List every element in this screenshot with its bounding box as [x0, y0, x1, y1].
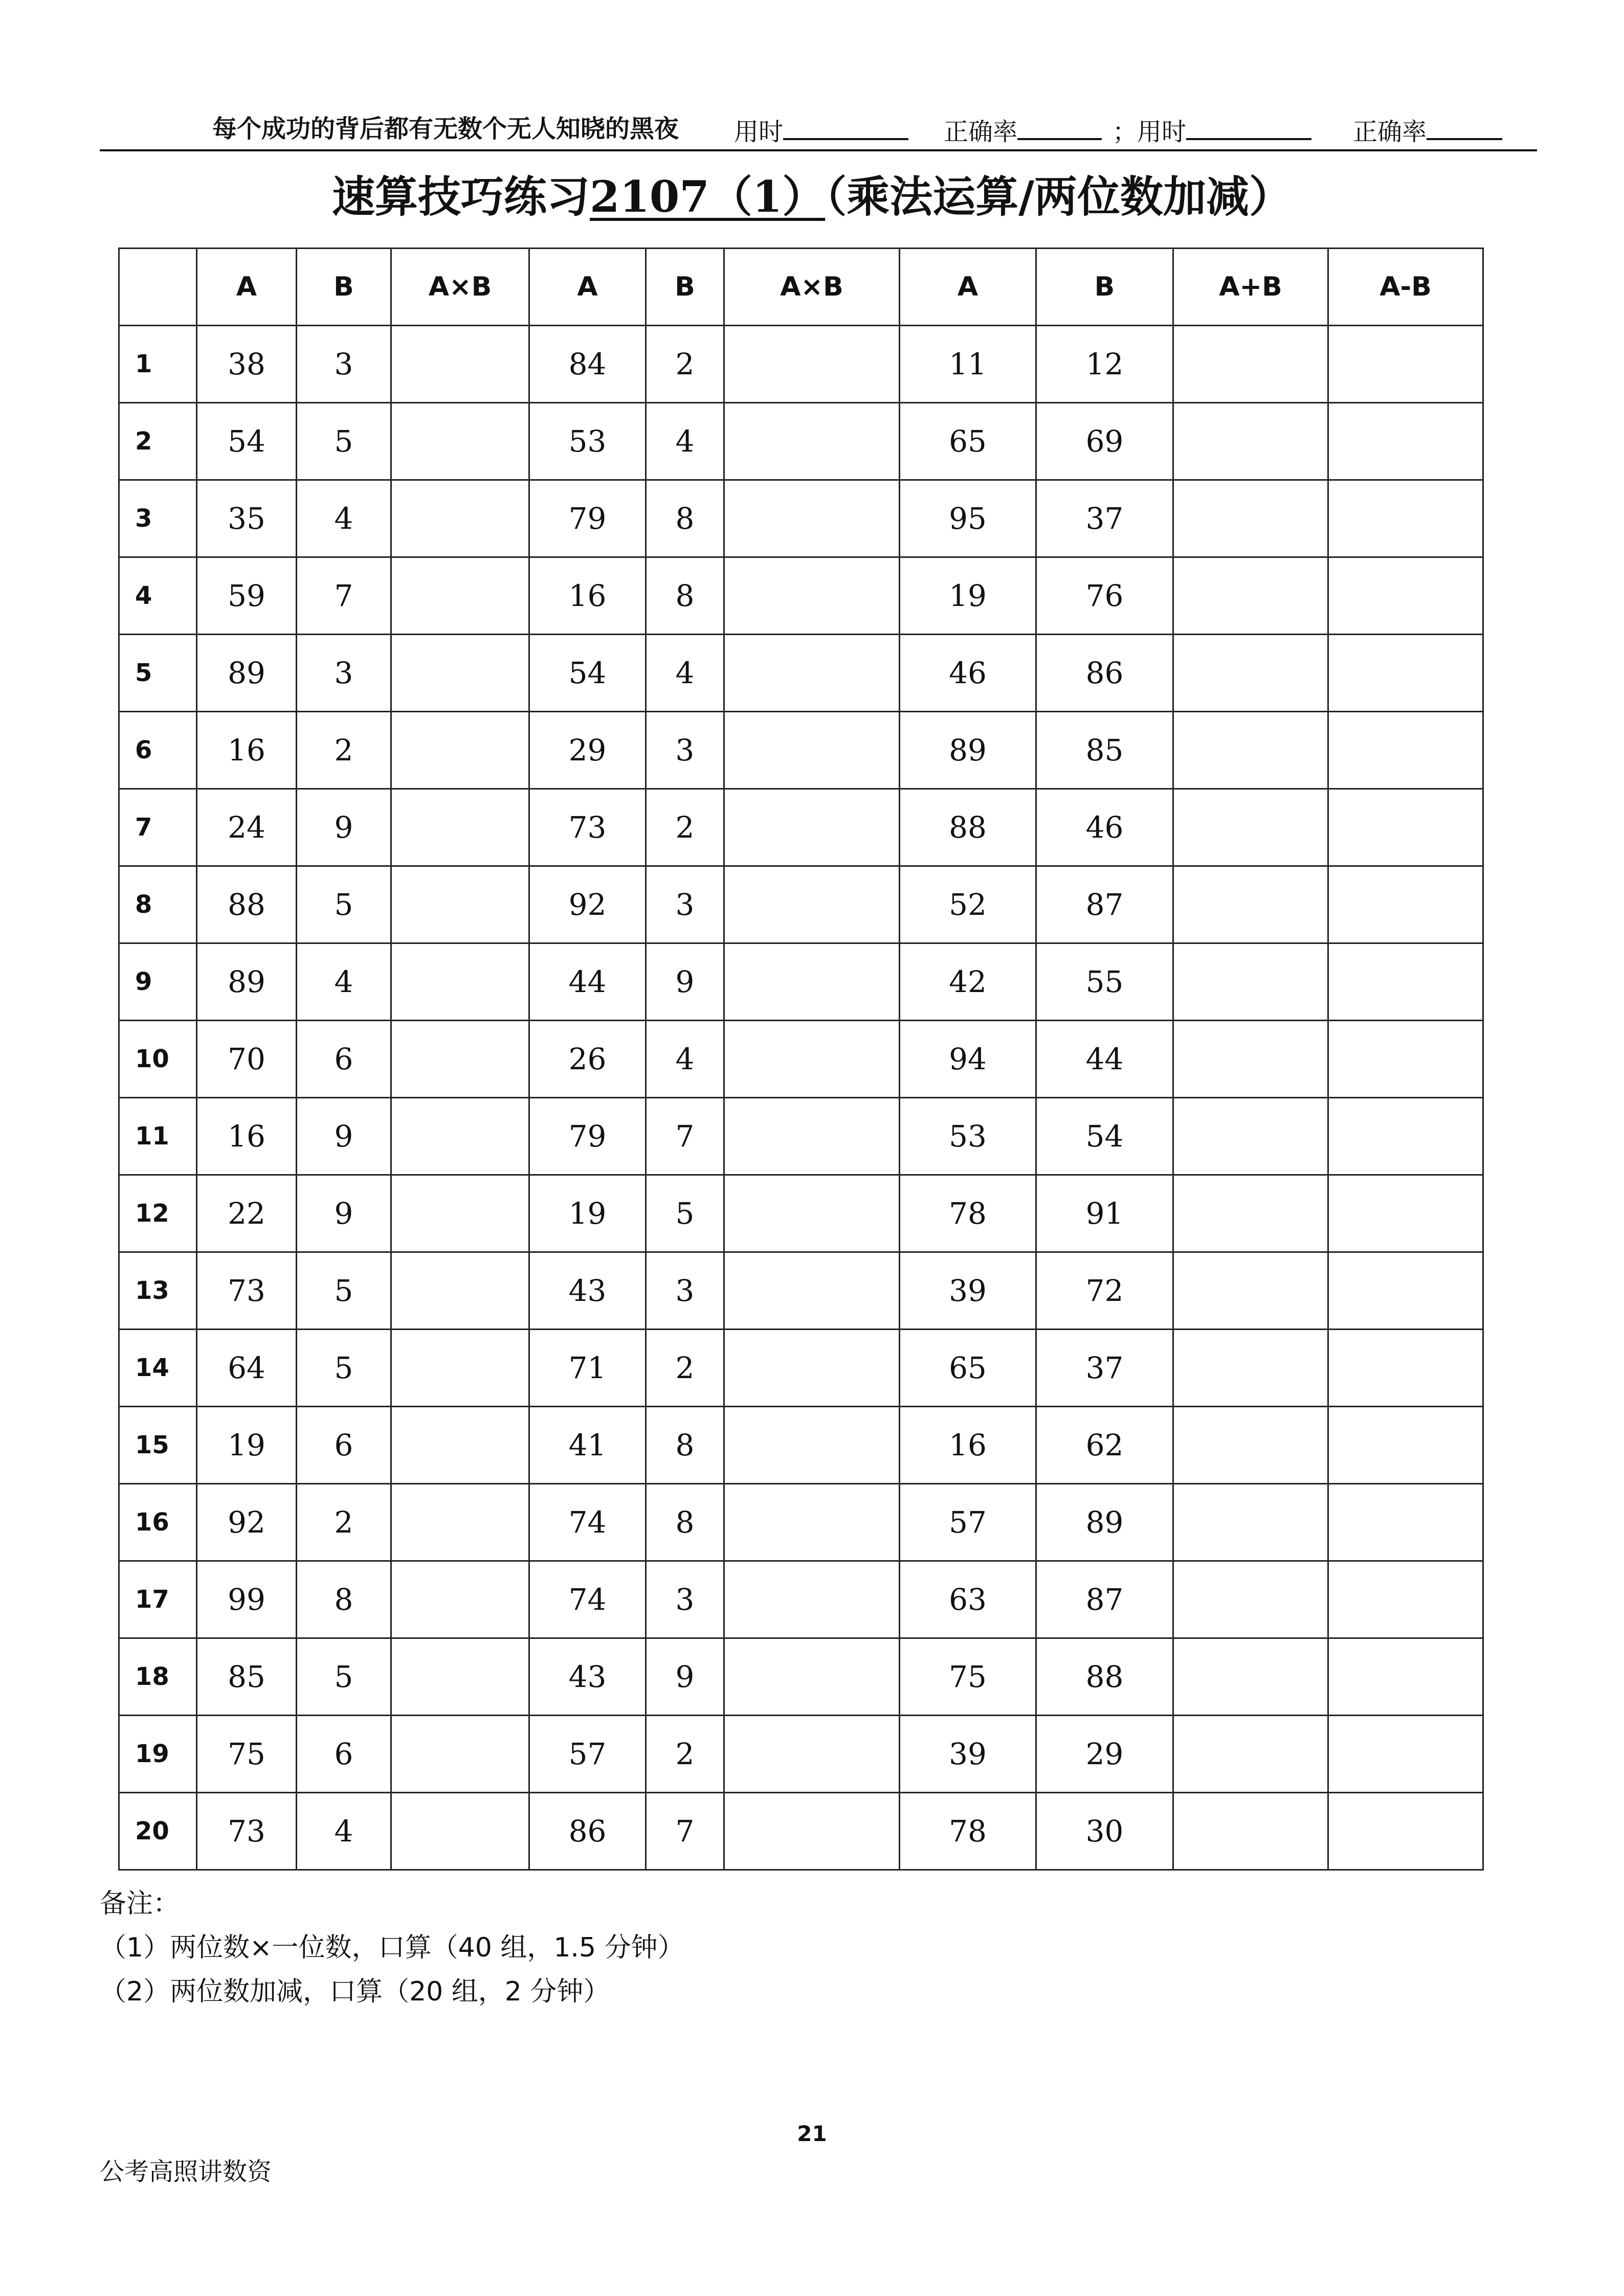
operand-cell: 16 — [529, 557, 646, 635]
operand-cell: 8 — [646, 1407, 724, 1484]
operand-cell: 19 — [197, 1407, 297, 1484]
operand-cell: 95 — [900, 480, 1036, 557]
operand-cell: 3 — [646, 866, 724, 943]
operand-cell: 9 — [297, 789, 391, 866]
row-number: 1 — [119, 326, 197, 403]
operand-cell: 54 — [197, 403, 297, 480]
answer-cell[interactable] — [724, 1793, 900, 1870]
row-number: 15 — [119, 1407, 197, 1484]
column-header: A+B — [1173, 249, 1328, 326]
answer-cell[interactable] — [1328, 866, 1483, 943]
answer-cell[interactable] — [1173, 635, 1328, 712]
operand-cell: 73 — [197, 1793, 297, 1870]
operand-cell: 7 — [646, 1098, 724, 1175]
column-header: B — [646, 249, 724, 326]
operand-cell: 74 — [529, 1561, 646, 1638]
answer-cell[interactable] — [1328, 635, 1483, 712]
operand-cell: 86 — [1036, 635, 1173, 712]
operand-cell: 2 — [297, 712, 391, 789]
operand-cell: 78 — [900, 1793, 1036, 1870]
answer-cell[interactable] — [724, 1252, 900, 1330]
accuracy-blank-2[interactable] — [1427, 114, 1502, 140]
operand-cell: 54 — [529, 635, 646, 712]
row-number: 4 — [119, 557, 197, 635]
operand-cell: 24 — [197, 789, 297, 866]
answer-cell[interactable] — [391, 1252, 529, 1330]
answer-cell[interactable] — [1328, 1716, 1483, 1793]
table-row — [119, 1098, 1483, 1175]
answer-cell[interactable] — [1173, 866, 1328, 943]
answer-cell[interactable] — [1328, 326, 1483, 403]
page-title — [0, 169, 1624, 225]
table-header-row — [119, 249, 1483, 326]
operand-cell: 3 — [297, 635, 391, 712]
answer-cell[interactable] — [1328, 480, 1483, 557]
answer-cell[interactable] — [391, 326, 529, 403]
table-row — [119, 1638, 1483, 1716]
accuracy-field-2 — [1353, 114, 1502, 147]
operand-cell: 72 — [1036, 1252, 1173, 1330]
operand-cell: 70 — [197, 1021, 297, 1098]
note-item-1: （1）两位数×一位数，口算（40 组，1.5 分钟） — [100, 1932, 684, 1963]
answer-cell[interactable] — [391, 866, 529, 943]
operand-cell: 26 — [529, 1021, 646, 1098]
operand-cell: 4 — [297, 943, 391, 1021]
operand-cell: 3 — [646, 712, 724, 789]
operand-cell: 79 — [529, 1098, 646, 1175]
operand-cell: 69 — [1036, 403, 1173, 480]
answer-cell[interactable] — [1328, 789, 1483, 866]
column-header: A-B — [1328, 249, 1483, 326]
answer-cell[interactable] — [391, 1793, 529, 1870]
row-number: 16 — [119, 1484, 197, 1561]
operand-cell: 39 — [900, 1252, 1036, 1330]
answer-cell[interactable] — [1173, 403, 1328, 480]
operand-cell: 78 — [900, 1175, 1036, 1252]
answer-cell[interactable] — [724, 1638, 900, 1716]
row-number: 17 — [119, 1561, 197, 1638]
footer-text: 公考高照讲数资 — [100, 2157, 272, 2186]
operand-cell: 2 — [646, 789, 724, 866]
table-row — [119, 1484, 1483, 1561]
operand-cell: 52 — [900, 866, 1036, 943]
row-number: 20 — [119, 1793, 197, 1870]
operand-cell: 30 — [1036, 1793, 1173, 1870]
operand-cell: 89 — [197, 635, 297, 712]
answer-cell[interactable] — [1173, 1407, 1328, 1484]
answer-cell[interactable] — [1328, 1021, 1483, 1098]
answer-cell[interactable] — [724, 1716, 900, 1793]
row-number: 6 — [119, 712, 197, 789]
row-number: 12 — [119, 1175, 197, 1252]
answer-cell[interactable] — [1173, 712, 1328, 789]
answer-cell[interactable] — [724, 557, 900, 635]
operand-cell: 3 — [297, 326, 391, 403]
accuracy-blank-1[interactable] — [1017, 114, 1102, 140]
row-number: 14 — [119, 1330, 197, 1407]
operand-cell: 9 — [646, 943, 724, 1021]
operand-cell: 37 — [1036, 480, 1173, 557]
operand-cell: 5 — [297, 1638, 391, 1716]
time-field-2 — [1113, 114, 1311, 147]
operand-cell: 7 — [297, 557, 391, 635]
operand-cell: 12 — [1036, 326, 1173, 403]
operand-cell: 53 — [900, 1098, 1036, 1175]
operand-cell: 22 — [197, 1175, 297, 1252]
answer-cell[interactable] — [391, 1638, 529, 1716]
answer-cell[interactable] — [724, 635, 900, 712]
operand-cell: 46 — [1036, 789, 1173, 866]
table-row — [119, 1175, 1483, 1252]
column-header — [119, 249, 197, 326]
time-blank-1[interactable] — [783, 114, 908, 140]
answer-cell[interactable] — [1328, 1407, 1483, 1484]
operand-cell: 41 — [529, 1407, 646, 1484]
answer-cell[interactable] — [724, 480, 900, 557]
answer-cell[interactable] — [1173, 1330, 1328, 1407]
answer-cell[interactable] — [391, 1330, 529, 1407]
row-number: 10 — [119, 1021, 197, 1098]
operand-cell: 6 — [297, 1021, 391, 1098]
operand-cell: 8 — [297, 1561, 391, 1638]
operand-cell: 7 — [646, 1793, 724, 1870]
operand-cell: 19 — [900, 557, 1036, 635]
answer-cell[interactable] — [391, 1716, 529, 1793]
column-header: A×B — [724, 249, 900, 326]
operand-cell: 46 — [900, 635, 1036, 712]
answer-cell[interactable] — [724, 1484, 900, 1561]
operand-cell: 29 — [529, 712, 646, 789]
operand-cell: 4 — [646, 635, 724, 712]
answer-cell[interactable] — [1173, 326, 1328, 403]
operand-cell: 92 — [197, 1484, 297, 1561]
operand-cell: 43 — [529, 1252, 646, 1330]
operand-cell: 86 — [529, 1793, 646, 1870]
title-code: 2107（1） — [590, 171, 826, 222]
answer-cell[interactable] — [1328, 1484, 1483, 1561]
operand-cell: 8 — [646, 557, 724, 635]
operand-cell: 87 — [1036, 866, 1173, 943]
operand-cell: 8 — [646, 480, 724, 557]
column-header: A — [900, 249, 1036, 326]
accuracy-field-1 — [944, 114, 1102, 147]
answer-cell[interactable] — [1328, 1252, 1483, 1330]
operand-cell: 43 — [529, 1638, 646, 1716]
motto: 每个成功的背后都有无数个无人知晓的黑夜 — [212, 115, 679, 143]
operand-cell: 44 — [529, 943, 646, 1021]
answer-cell[interactable] — [724, 1330, 900, 1407]
answer-cell[interactable] — [724, 712, 900, 789]
operand-cell: 5 — [297, 1252, 391, 1330]
column-header: A — [197, 249, 297, 326]
answer-cell[interactable] — [1328, 1330, 1483, 1407]
answer-cell[interactable] — [391, 1175, 529, 1252]
answer-cell[interactable] — [724, 326, 900, 403]
operand-cell: 85 — [197, 1638, 297, 1716]
answer-cell[interactable] — [391, 789, 529, 866]
operand-cell: 63 — [900, 1561, 1036, 1638]
answer-cell[interactable] — [724, 789, 900, 866]
operand-cell: 89 — [900, 712, 1036, 789]
answer-cell[interactable] — [391, 480, 529, 557]
operand-cell: 16 — [900, 1407, 1036, 1484]
operand-cell: 4 — [297, 1793, 391, 1870]
operand-cell: 73 — [197, 1252, 297, 1330]
answer-cell[interactable] — [724, 1098, 900, 1175]
operand-cell: 64 — [197, 1330, 297, 1407]
table-row — [119, 1330, 1483, 1407]
operand-cell: 76 — [1036, 557, 1173, 635]
operand-cell: 19 — [529, 1175, 646, 1252]
answer-cell[interactable] — [724, 1561, 900, 1638]
answer-cell[interactable] — [391, 1484, 529, 1561]
answer-cell[interactable] — [391, 712, 529, 789]
table-row — [119, 1021, 1483, 1098]
answer-cell[interactable] — [391, 635, 529, 712]
operand-cell: 37 — [1036, 1330, 1173, 1407]
answer-cell[interactable] — [1173, 1021, 1328, 1098]
operand-cell: 74 — [529, 1484, 646, 1561]
operand-cell: 16 — [197, 1098, 297, 1175]
answer-cell[interactable] — [724, 1407, 900, 1484]
operand-cell: 29 — [1036, 1716, 1173, 1793]
exercise-table — [118, 247, 1484, 1871]
answer-cell[interactable] — [1173, 480, 1328, 557]
accuracy-label-1: 正确率 — [944, 118, 1018, 146]
row-number: 8 — [119, 866, 197, 943]
answer-cell[interactable] — [1173, 1638, 1328, 1716]
operand-cell: 89 — [197, 943, 297, 1021]
operand-cell: 44 — [1036, 1021, 1173, 1098]
table-row — [119, 1407, 1483, 1484]
operand-cell: 2 — [646, 1716, 724, 1793]
operand-cell: 87 — [1036, 1561, 1173, 1638]
operand-cell: 57 — [900, 1484, 1036, 1561]
answer-cell[interactable] — [1173, 943, 1328, 1021]
answer-cell[interactable] — [391, 1021, 529, 1098]
table-row — [119, 1716, 1483, 1793]
operand-cell: 4 — [646, 1021, 724, 1098]
time-label-2: 用时 — [1137, 118, 1187, 146]
operand-cell: 5 — [646, 1175, 724, 1252]
operand-cell: 4 — [646, 403, 724, 480]
answer-cell[interactable] — [1173, 789, 1328, 866]
notes-label: 备注： — [100, 1888, 180, 1919]
answer-cell[interactable] — [724, 1021, 900, 1098]
notes — [100, 1882, 684, 2014]
operand-cell: 99 — [197, 1561, 297, 1638]
answer-cell[interactable] — [391, 1098, 529, 1175]
answer-cell[interactable] — [1173, 1716, 1328, 1793]
operand-cell: 39 — [900, 1716, 1036, 1793]
operand-cell: 3 — [646, 1561, 724, 1638]
answer-cell[interactable] — [391, 403, 529, 480]
operand-cell: 84 — [529, 326, 646, 403]
operand-cell: 88 — [197, 866, 297, 943]
operand-cell: 53 — [529, 403, 646, 480]
answer-cell[interactable] — [1328, 557, 1483, 635]
row-number: 19 — [119, 1716, 197, 1793]
answer-cell[interactable] — [1173, 1484, 1328, 1561]
row-number: 9 — [119, 943, 197, 1021]
page-number: 21 — [797, 2121, 827, 2146]
operand-cell: 94 — [900, 1021, 1036, 1098]
operand-cell: 2 — [646, 1330, 724, 1407]
operand-cell: 42 — [900, 943, 1036, 1021]
operand-cell: 55 — [1036, 943, 1173, 1021]
table-row — [119, 480, 1483, 557]
operand-cell: 57 — [529, 1716, 646, 1793]
answer-cell[interactable] — [391, 1561, 529, 1638]
operand-cell: 71 — [529, 1330, 646, 1407]
answer-cell[interactable] — [1328, 1793, 1483, 1870]
answer-cell[interactable] — [724, 866, 900, 943]
answer-cell[interactable] — [391, 1407, 529, 1484]
operand-cell: 5 — [297, 866, 391, 943]
header-rule — [100, 149, 1537, 151]
answer-cell[interactable] — [1328, 403, 1483, 480]
operand-cell: 5 — [297, 403, 391, 480]
operand-cell: 59 — [197, 557, 297, 635]
column-header: B — [297, 249, 391, 326]
table-row — [119, 1561, 1483, 1638]
operand-cell: 65 — [900, 1330, 1036, 1407]
table-row — [119, 557, 1483, 635]
time-blank-2[interactable] — [1186, 114, 1311, 140]
operand-cell: 38 — [197, 326, 297, 403]
operand-cell: 6 — [297, 1407, 391, 1484]
operand-cell: 8 — [646, 1484, 724, 1561]
row-number: 13 — [119, 1252, 197, 1330]
operand-cell: 85 — [1036, 712, 1173, 789]
time-field-1 — [734, 114, 908, 147]
operand-cell: 65 — [900, 403, 1036, 480]
separator: ； — [1113, 118, 1138, 146]
answer-cell[interactable] — [724, 1175, 900, 1252]
operand-cell: 88 — [1036, 1638, 1173, 1716]
operand-cell: 3 — [646, 1252, 724, 1330]
row-number: 11 — [119, 1098, 197, 1175]
answer-cell[interactable] — [1173, 1252, 1328, 1330]
answer-cell[interactable] — [391, 557, 529, 635]
operand-cell: 89 — [1036, 1484, 1173, 1561]
answer-cell[interactable] — [1173, 1175, 1328, 1252]
answer-cell[interactable] — [1328, 1098, 1483, 1175]
column-header: A×B — [391, 249, 529, 326]
row-number: 3 — [119, 480, 197, 557]
operand-cell: 2 — [646, 326, 724, 403]
table-row — [119, 403, 1483, 480]
operand-cell: 73 — [529, 789, 646, 866]
operand-cell: 2 — [297, 1484, 391, 1561]
note-item-2: （2）两位数加减，口算（20 组，2 分钟） — [100, 1976, 610, 2007]
accuracy-label-2: 正确率 — [1353, 118, 1427, 146]
operand-cell: 79 — [529, 480, 646, 557]
operand-cell: 91 — [1036, 1175, 1173, 1252]
operand-cell: 9 — [297, 1098, 391, 1175]
table-row — [119, 1793, 1483, 1870]
time-label-1: 用时 — [734, 118, 784, 146]
row-number: 5 — [119, 635, 197, 712]
answer-cell[interactable] — [724, 403, 900, 480]
row-number: 7 — [119, 789, 197, 866]
operand-cell: 62 — [1036, 1407, 1173, 1484]
operand-cell: 35 — [197, 480, 297, 557]
answer-cell[interactable] — [1328, 1638, 1483, 1716]
operand-cell: 88 — [900, 789, 1036, 866]
answer-cell[interactable] — [1328, 1561, 1483, 1638]
operand-cell: 16 — [197, 712, 297, 789]
operand-cell: 11 — [900, 326, 1036, 403]
operand-cell: 9 — [646, 1638, 724, 1716]
column-header: A — [529, 249, 646, 326]
operand-cell: 92 — [529, 866, 646, 943]
table-row — [119, 1252, 1483, 1330]
title-prefix: 速算技巧练习 — [332, 171, 590, 222]
operand-cell: 54 — [1036, 1098, 1173, 1175]
table-row — [119, 326, 1483, 403]
table-row — [119, 943, 1483, 1021]
answer-cell[interactable] — [1173, 1561, 1328, 1638]
operand-cell: 6 — [297, 1716, 391, 1793]
row-number: 18 — [119, 1638, 197, 1716]
table-row — [119, 712, 1483, 789]
row-number: 2 — [119, 403, 197, 480]
title-suffix: （乘法运算/两位数加减） — [825, 171, 1292, 222]
answer-cell[interactable] — [724, 943, 900, 1021]
answer-cell[interactable] — [1328, 943, 1483, 1021]
operand-cell: 4 — [297, 480, 391, 557]
answer-cell[interactable] — [1328, 712, 1483, 789]
table-row — [119, 789, 1483, 866]
operand-cell: 75 — [197, 1716, 297, 1793]
answer-cell[interactable] — [1328, 1175, 1483, 1252]
table-row — [119, 635, 1483, 712]
answer-cell[interactable] — [1173, 557, 1328, 635]
operand-cell: 75 — [900, 1638, 1036, 1716]
answer-cell[interactable] — [1173, 1793, 1328, 1870]
answer-cell[interactable] — [1173, 1098, 1328, 1175]
operand-cell: 9 — [297, 1175, 391, 1252]
answer-cell[interactable] — [391, 943, 529, 1021]
operand-cell: 5 — [297, 1330, 391, 1407]
table-row — [119, 866, 1483, 943]
column-header: B — [1036, 249, 1173, 326]
